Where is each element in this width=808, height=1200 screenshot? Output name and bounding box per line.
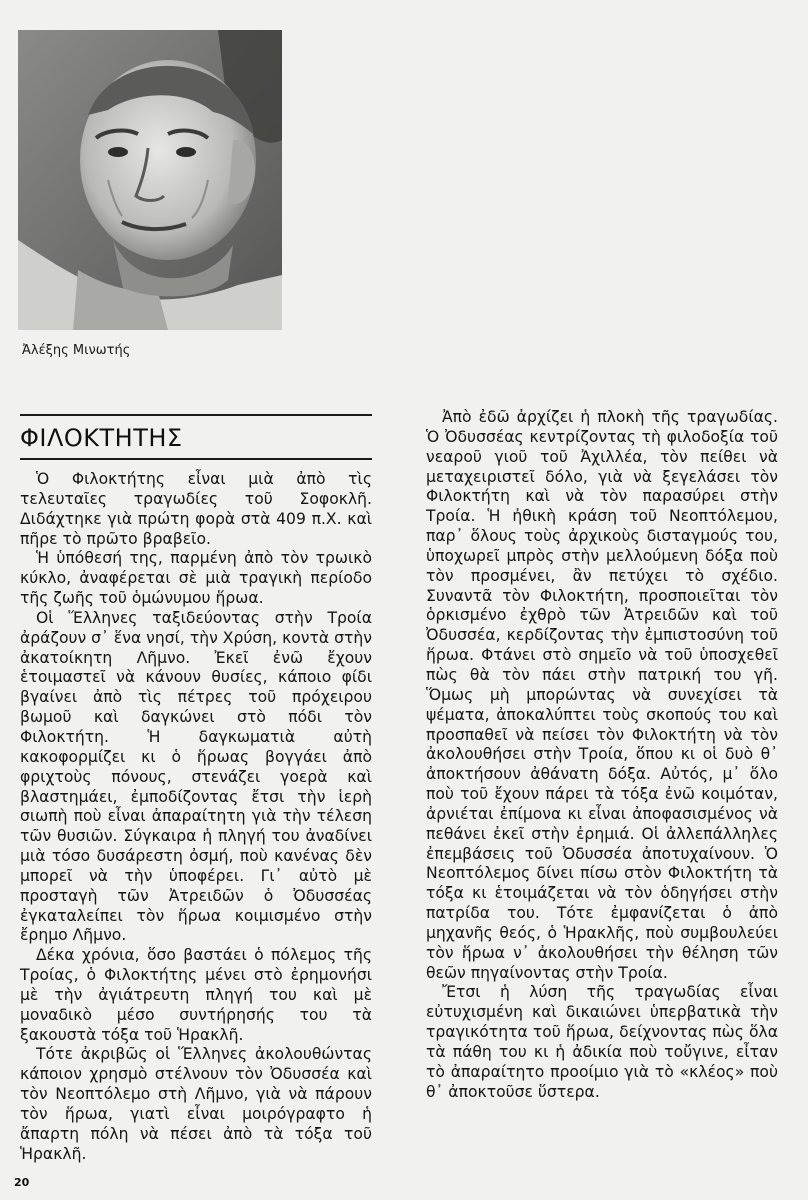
article-title: ΦΙΛΟΚΤΗΤΗΣ [20, 424, 183, 452]
paragraph: Δέκα χρόνια, ὅσο βαστάει ὁ πόλεμος τῆς Τροίας, ὁ Φιλοκτήτης μένει στὸ ἐρημονήσι μὲ τὴν ἀγιάτρευτη πληγή του καὶ μὲ μοναδικὸ μέσο συντήρησής του τὰ ξακουστὰ τόξα τοῦ Ἡρακλῆ. [20, 946, 372, 1044]
paragraph: Τότε ἀκριβῶς οἱ Ἕλληνες ἀκολουθώντας κάποιον χρησμὸ στέλνουν τὸν Ὀδυσσέα καὶ τὸν Νεοπτόλεμο στὴ Λῆμνο, γιὰ νὰ πάρουν τὸν ἥρωα, γιατὶ εἶναι μοιρόγραφτο ἡ ἄπαρτη πόλη νὰ πέσει ἀπὸ τὰ τόξα τοῦ Ἡρακλῆ. [20, 1045, 372, 1163]
page-number: 20 [14, 1176, 30, 1189]
right-column [426, 408, 778, 1103]
left-column [20, 470, 372, 1165]
paragraph: Ἀπὸ ἐδῶ ἀρχίζει ἡ πλοκὴ τῆς τραγωδίας. Ὁ Ὀδυσσέας κεντρίζοντας τὴ φιλοδοξία τοῦ νεαροῦ γιοῦ τοῦ Ἀχιλλέα, τὸν πείθει νὰ μεταχειριστεῖ δόλο, γιὰ νὰ ξεγελάσει τὸν Φιλοκτήτη καὶ νὰ τὸν παρασύρει στὴν Τροία. Ἡ ἠθικὴ κράση τοῦ Νεοπτόλεμου, παρ᾽ ὅλους τοὺς ἀρχικοὺς δισταγμούς του, ὑποχωρεῖ μπρὸς στὴν μελλούμενη δόξα ποὺ τὸν προσμένει, ἂν πετύχει τὸ σχέδιο. Συναντᾶ τὸν Φιλοκτήτη, προσποιεῖται τὸν ὁρκισμένο ἐχθρὸ τῶν Ἀτρειδῶν καὶ τοῦ Ὀδυσσέα, κερδίζοντας τὴν ἐμπιστοσύνη τοῦ ἥρωα. Φτάνει στὸ σημεῖο νὰ τοῦ ὑποσχεθεῖ πὼς θὰ τὸν πάει στὴν πατρική του γῆ. Ὅμως μὴ μπορώντας νὰ συνεχίσει τὰ ψέματα, ἀποκαλύπτει τοὺς σκοπούς του καὶ προσπαθεῖ νὰ πείσει τὸν Φιλοκτήτη νὰ τὸν ἀκολουθήσει στὴν Τροία, ὅπου κι οἱ δυὸ θ᾽ ἀποκτήσουν ἀθάνατη δόξα. Αὐτός, μ᾽ ὅλο ποὺ τοῦ ἔχουν πάρει τὰ τόξα ἐνῶ κοιμόταν, ἀρνιέται ἐπίμονα κι εἶναι ἀποφασισμένος νὰ πεθάνει ἐκεῖ στὴν ἐρημιά. Οἱ ἀλλεπάλληλες ἐπεμβάσεις τοῦ Ὀδυσσέα ἀποτυχαίνουν. Ὁ Νεοπτόλεμος δίνει πίσω στὸν Φιλοκτήτη τὰ τόξα κι ἑτοιμάζεται νὰ τὸν ὁδηγήσει στὴν πατρίδα του. Τότε ἐμφανίζεται ὁ ἀπὸ μηχανῆς θεός, ὁ Ἡρακλῆς, ποὺ συμβουλεύει τὸν ἥρωα ν᾽ ἀκολουθήσει τὴν θέληση τῶν θεῶν πηγαίνοντας στὴν Τροία. [426, 408, 778, 982]
paragraph: Ὁ Φιλοκτήτης εἶναι μιὰ ἀπὸ τὶς τελευταῖες τραγωδίες τοῦ Σοφοκλῆ. Διδάχτηκε γιὰ πρώτη φορὰ στὰ 409 π.Χ. καὶ πῆρε τὸ πρῶτο βραβεῖο. [20, 470, 372, 548]
title-rule-bottom [20, 458, 372, 460]
paragraph: Οἱ Ἕλληνες ταξιδεύοντας στὴν Τροία ἀράζουν σ᾽ ἕνα νησί, τὴν Χρύση, κοντὰ στὴν ἀκατοίκητη Λῆμνο. Ἐκεῖ ἐνῶ ἔχουν ἑτοιμαστεῖ νὰ κάνουν θυσίες, κάποιο φίδι βγαίνει ἀπὸ τὶς πέτρες τοῦ πρόχειρου βωμοῦ καὶ δαγκώνει στὸ πόδι τὸν Φιλοκτήτη. Ἡ δαγκωματιὰ αὐτὴ κακοφορμίζει κι ὁ ἥρωας βογγάει ἀπὸ φριχτοὺς πόνους, στενάζει γοερὰ καὶ βλαστημάει, ἐμποδίζοντας ἔτσι τὴν ἱερὴ σιωπὴ ποὺ εἶναι ἀπαραίτητη γιὰ τὴν τέλεση τῶν θυσιῶν. Σύγκαιρα ἡ πληγή του ἀναδίνει μιὰ τόσο δυσάρεστη ὀσμή, ποὺ κανένας δὲν μπορεῖ νὰ τὴν ὑποφέρει. Γι᾽ αὐτὸ μὲ προσταγὴ τῶν Ἀτρειδῶν ὁ Ὀδυσσέας ἐγκαταλείπει τὸν ἥρωα κοιμισμένο στὴν ἔρημο Λῆμνο. [20, 608, 373, 945]
paragraph: Ἔτσι ἡ λύση τῆς τραγωδίας εἶναι εὐτυχισμένη καὶ δικαιώνει ὑπερβατικὰ τὴν τραγικότητα τοῦ ἥρωα, δείχνοντας πὼς ὅλα τὰ πάθη του κι ἡ ἀδικία ποὺ τοὔγινε, εἶταν τὸ ἀπαραίτητο προοίμιο γιὰ τὸ «κλέος» ποὺ θ᾽ ἀποκτοῦσε ὕστερα. [426, 983, 778, 1101]
photo-caption: Ἀλέξης Μινωτής [22, 343, 131, 358]
paragraph: Ἡ ὑπόθεσή της, παρμένη ἀπὸ τὸν τρωικὸ κύκλο, ἀναφέρεται σὲ μιὰ τραγικὴ περίοδο τῆς ζωῆς τοῦ ὁμώνυμου ἥρωα. [20, 549, 372, 608]
portrait-illustration [18, 30, 282, 330]
title-rule-top [20, 414, 372, 416]
portrait-photo [18, 30, 282, 330]
